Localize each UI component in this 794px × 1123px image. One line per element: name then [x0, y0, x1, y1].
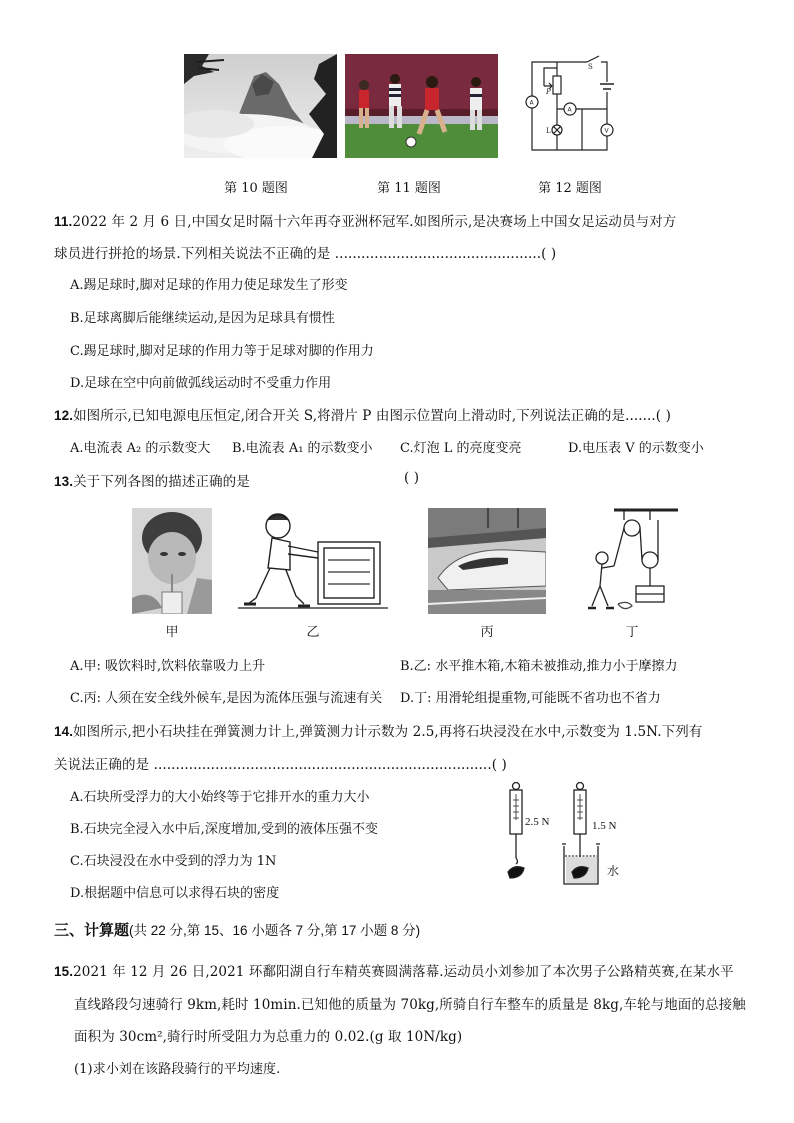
q13-label-ding: 丁 — [625, 625, 639, 640]
q14-option-b: B.石块完全浸入水中后,深度增加,受到的液体压强不变 — [70, 822, 378, 837]
q13-figure-yi-drawing — [238, 508, 388, 614]
q13-label-jia: 甲 — [165, 625, 179, 640]
q15-sub-question-1: (1)求小刘在该路段骑行的平均速度. — [74, 1062, 281, 1077]
q13-number: 13. — [54, 474, 74, 489]
svg-text:P: P — [546, 88, 551, 96]
q15-line-1 — [54, 960, 734, 980]
q13-figure-bing-photo — [428, 508, 546, 614]
q14-fig-right-reading: 1.5 N — [592, 820, 617, 832]
q12-text-1: 如图所示,已知电源电压恒定,闭合开关 S,将滑片 P 由图示位置向上滑动时,下列说法正确的是.......( ) — [73, 408, 671, 424]
caption-figure-10: 第 10 题图 — [224, 181, 288, 196]
q13-figure-jia-photo — [132, 508, 212, 614]
q12-option-d: D.电压表 V 的示数变小 — [568, 441, 704, 456]
q13-option-c: C.丙: 人须在安全线外候车,是因为流体压强与流速有关 — [70, 691, 383, 706]
svg-text:A: A — [529, 99, 534, 107]
caption-figure-11: 第 11 题图 — [377, 181, 441, 196]
q15-line-2: 直线路段匀速骑行 9km,耗时 10min.已知他的质量为 70kg,所骑自行车整车的质量是 8kg,车轮与地面的总接触 — [74, 997, 746, 1013]
section-3-title: 三、计算题 — [54, 922, 130, 939]
q12-option-a: A.电流表 A₂ 的示数变大 — [70, 441, 211, 456]
figure-12-circuit-diagram — [522, 54, 622, 158]
q11-option-c: C.踢足球时,脚对足球的作用力等于足球对脚的作用力 — [70, 344, 374, 359]
q12-number: 12. — [54, 408, 74, 423]
figure-10-mountain-photo — [184, 54, 337, 158]
q14-text-1: 如图所示,把小石块挂在弹簧测力计上,弹簧测力计示数为 2.5,再将石块浸没在水中,示数变为 1.5N.下列有 — [73, 724, 703, 740]
q14-fig-water-label: 水 — [607, 864, 620, 878]
svg-text:V: V — [604, 127, 609, 135]
svg-text:A: A — [567, 106, 572, 114]
q14-fig-left-reading: 2.5 N — [525, 816, 550, 828]
section-3-heading — [54, 919, 420, 940]
svg-text:L: L — [546, 127, 551, 135]
q12-option-b: B.电流表 A₁ 的示数变小 — [232, 441, 373, 456]
q13-option-a: A.甲: 吸饮料时,饮料依靠吸力上升 — [70, 659, 266, 674]
q14-line-2: 关说法正确的是 .............................................................................( ) — [54, 757, 507, 773]
q13-option-d: D.丁: 用滑轮组提重物,可能既不省功也不省力 — [400, 691, 661, 706]
q13-label-yi: 乙 — [306, 625, 320, 640]
q14-option-d: D.根据题中信息可以求得石块的密度 — [70, 886, 280, 901]
q15-text-1: 2021 年 12 月 26 日,2021 环鄱阳湖自行车精英赛圆满落幕.运动员小刘参加了本次男子公路精英赛,在某水平 — [73, 964, 734, 980]
q14-line-1 — [54, 720, 702, 740]
q11-number: 11. — [54, 214, 73, 229]
q15-line-3: 面积为 30cm²,骑行时所受阻力为总重力的 0.02.(g 取 10N/kg) — [74, 1029, 463, 1045]
q14-option-c: C.石块浸没在水中受到的浮力为 1N — [70, 854, 277, 869]
q13-text-1: 关于下列各图的描述正确的是 — [73, 474, 250, 490]
q12-line-1 — [54, 404, 671, 424]
q13-option-b: B.乙: 水平推木箱,木箱未被推动,推力小于摩擦力 — [400, 659, 678, 674]
q11-line-2: 球员进行拼抢的场景.下列相关说法不正确的是 ...............................................( ) — [54, 246, 557, 262]
q11-option-d: D.足球在空中向前做弧线运动时不受重力作用 — [70, 376, 332, 391]
q15-number: 15. — [54, 964, 74, 979]
figure-11-football-photo — [345, 54, 498, 158]
svg-text:S: S — [588, 63, 593, 71]
q13-paren: ( ) — [404, 470, 420, 486]
q13-figure-ding-drawing — [584, 506, 680, 614]
q14-number: 14. — [54, 724, 74, 739]
q13-label-bing: 丙 — [480, 625, 494, 640]
q12-option-c: C.灯泡 L 的亮度变亮 — [400, 441, 522, 456]
q13-line-1 — [54, 470, 250, 490]
q11-text-1: 2022 年 2 月 6 日,中国女足时隔十六年再夺亚洲杯冠军.如图所示,是决赛场上中国女足运动员与对方 — [72, 214, 677, 230]
q11-option-b: B.足球离脚后能继续运动,是因为足球具有惯性 — [70, 311, 335, 326]
q14-option-a: A.石块所受浮力的大小始终等于它排开水的重力大小 — [70, 790, 370, 805]
caption-figure-12: 第 12 题图 — [538, 181, 602, 196]
section-3-note: (共 22 分,第 15、16 小题各 7 分,第 17 小题 8 分) — [129, 923, 421, 938]
q11-line-1 — [54, 210, 676, 230]
q11-option-a: A.踢足球时,脚对足球的作用力使足球发生了形变 — [70, 278, 348, 293]
